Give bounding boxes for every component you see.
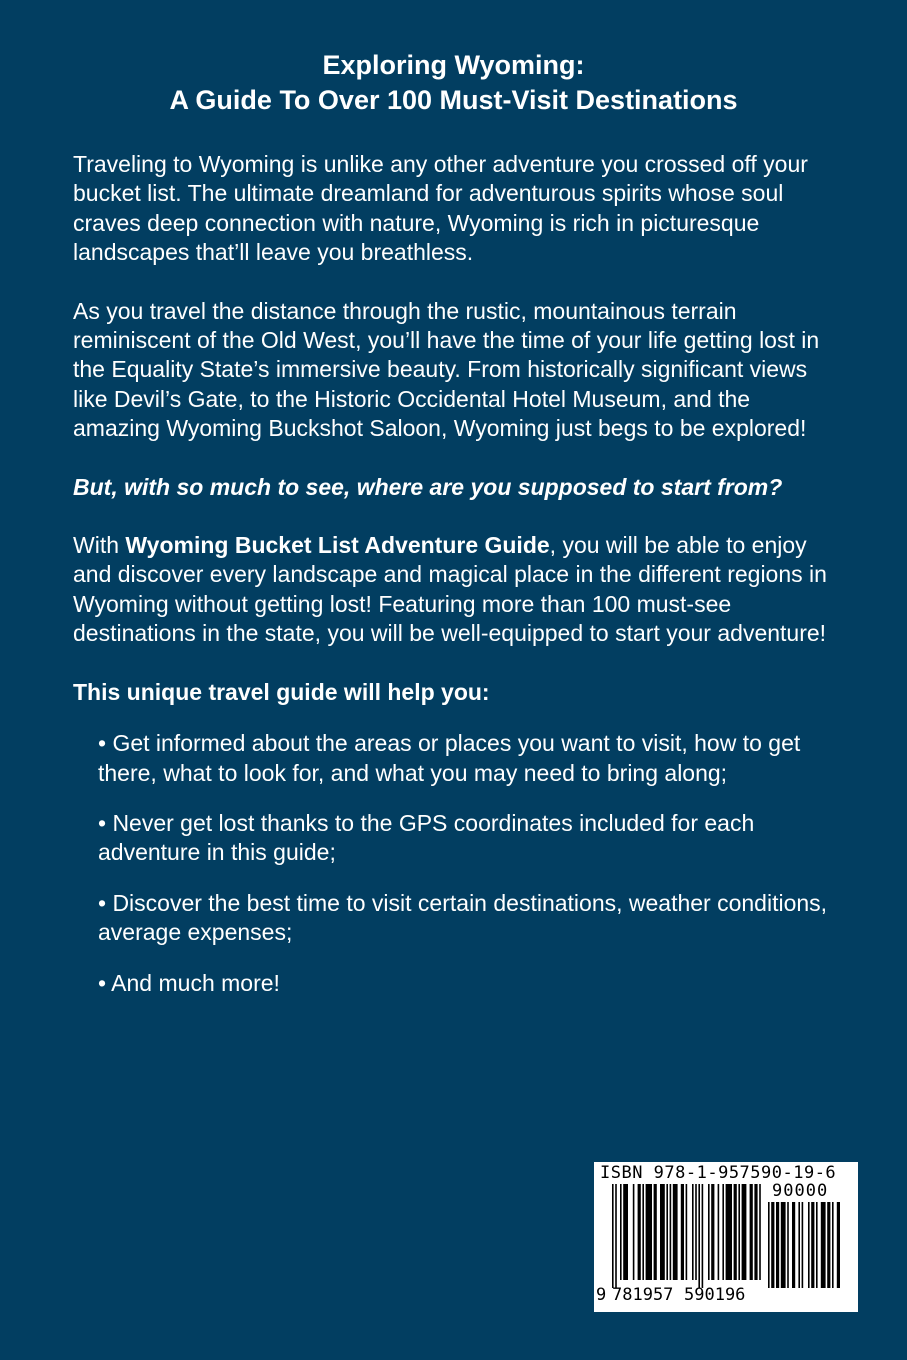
- barcode-bar: [816, 1202, 818, 1288]
- title-line-2: A Guide To Over 100 Must-Visit Destinations: [169, 85, 738, 115]
- barcode-bar: [612, 1184, 614, 1288]
- barcode-bar: [673, 1184, 678, 1280]
- barcode-bar: [776, 1202, 779, 1288]
- barcode-bar: [792, 1202, 795, 1288]
- barcode-bar: [734, 1184, 737, 1280]
- price-code: 90000: [772, 1181, 829, 1201]
- guide-paragraph-prefix: With: [73, 532, 126, 559]
- barcode-bar: [768, 1202, 770, 1288]
- barcode-bar: [811, 1202, 814, 1288]
- barcode-bar: [759, 1184, 761, 1280]
- intro-paragraph: Traveling to Wyoming is unlike any other adventure you crossed off your bucket list. The ultimate dreamland for adventurous spirits whose soul craves deep connection with nature, Wyoming is rich in picturesque landscapes that’ll leave you breathless.: [73, 151, 808, 266]
- barcode-bar: [837, 1202, 840, 1288]
- benefits-list: [73, 729, 843, 998]
- barcode-bar: [615, 1184, 617, 1288]
- barcode-bar: [660, 1184, 665, 1280]
- barcode-bar: [742, 1184, 747, 1280]
- barcode-bar: [750, 1184, 753, 1280]
- isbn-barcode: [594, 1162, 858, 1312]
- barcode-bar: [726, 1184, 732, 1280]
- barcode-bar: [654, 1184, 657, 1280]
- barcode-bar: [646, 1184, 652, 1280]
- barcode-bar: [738, 1184, 740, 1280]
- barcode-bar: [754, 1184, 757, 1280]
- barcode-bar: [695, 1184, 697, 1280]
- isbn-number: ISBN 978-1-957590-19-6: [600, 1163, 837, 1183]
- list-item: • Never get lost thanks to the GPS coordinates included for each adventure in this guide;: [98, 809, 755, 866]
- barcode-bar: [623, 1184, 628, 1280]
- barcode-bar: [702, 1184, 704, 1288]
- barcode-bar: [771, 1202, 774, 1288]
- list-item: • Discover the best time to visit certain destinations, weather conditions, average expenses;: [98, 889, 828, 946]
- question-paragraph: But, with so much to see, where are you supposed to start from?: [73, 473, 783, 500]
- price-addon-bars: [768, 1202, 852, 1288]
- ean-right-digits: 590196: [684, 1285, 746, 1305]
- barcode-bar: [802, 1202, 804, 1288]
- list-heading: This unique travel guide will help you:: [73, 678, 490, 705]
- barcode-bar: [633, 1184, 635, 1280]
- barcode-bar: [832, 1202, 834, 1288]
- guide-paragraph: [73, 531, 843, 649]
- barcode-bar: [686, 1184, 688, 1280]
- barcode-bar: [808, 1202, 810, 1288]
- terrain-paragraph: As you travel the distance through the rustic, mountainous terrain reminiscent of the Old West, you’ll have the time of your life getting lost in the Equality State’s immersive beauty. From historically significant views like Devil’s Gate, to the Historic Occidental Hotel Museum, and the amazing Wyoming Buckshot Saloon, Wyoming just begs to be explored!: [73, 297, 820, 442]
- barcode-bar: [670, 1184, 672, 1280]
- barcode-bar: [620, 1184, 622, 1280]
- ean-left-digits: 781957: [612, 1285, 674, 1305]
- barcode-bar: [718, 1184, 720, 1280]
- list-item: • And much more!: [98, 969, 280, 996]
- barcode-bar: [666, 1184, 668, 1280]
- book-title-bold: Wyoming Bucket List Adventure Guide: [125, 532, 550, 559]
- barcode-bar: [787, 1202, 789, 1288]
- barcode-bar: [711, 1184, 714, 1280]
- guide-paragraph-rest: , you will be able to enjoy and discover every landscape and magical place in the different regions in Wyoming without getting lost! Featuring more than 100 must-see destinations in the state, you will be well-equipped to start your adventure!: [73, 532, 827, 647]
- barcode-bar: [698, 1184, 700, 1288]
- ean-first-digit: 9: [596, 1285, 607, 1305]
- cover-title: [0, 48, 907, 118]
- title-line-1: Exploring Wyoming:: [322, 50, 585, 80]
- ean-barcode-bars: [612, 1184, 762, 1288]
- barcode-bar: [692, 1184, 694, 1280]
- barcode-bar: [642, 1184, 644, 1280]
- blurb-body: [73, 150, 843, 1019]
- barcode-bar: [781, 1202, 786, 1288]
- list-item: • Get informed about the areas or places you want to visit, how to get there, what to look for, and what you may need to bring along;: [98, 730, 801, 786]
- barcode-bar: [821, 1202, 826, 1288]
- ean-digits: [596, 1285, 756, 1305]
- barcode-bar: [638, 1184, 641, 1280]
- barcode-bar: [722, 1184, 724, 1280]
- barcode-bar: [798, 1202, 800, 1288]
- barcode-bar: [827, 1202, 830, 1288]
- barcode-bar: [681, 1184, 684, 1280]
- barcode-bar: [708, 1184, 710, 1280]
